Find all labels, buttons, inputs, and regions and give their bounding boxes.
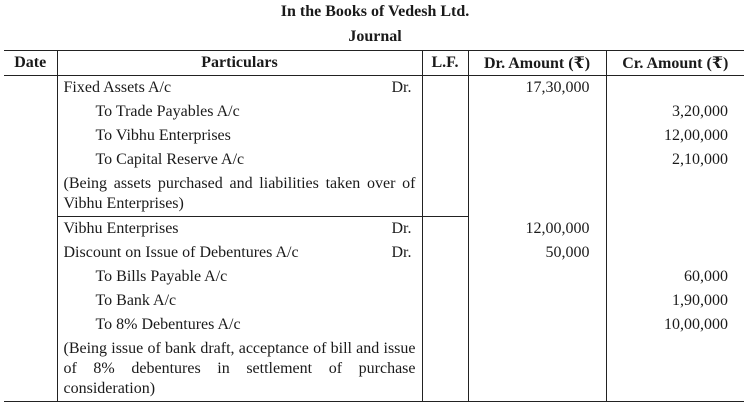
header-date: Date [4, 51, 57, 76]
cr-amount-cell [606, 217, 744, 402]
journal-table [4, 50, 744, 402]
journal-entry-2 [4, 217, 744, 402]
entry-line [64, 148, 416, 172]
narration: (Being assets purchased and liabilities taken over of Vibhu Enterprises) [63, 175, 416, 212]
lf-cell [422, 76, 468, 217]
cr-amount: 2,10,000 [672, 151, 728, 168]
debit-marker: Dr. [391, 244, 412, 261]
account-name: To Trade Payables A/c [95, 103, 240, 120]
header-lf: L.F. [422, 51, 468, 76]
entry-line [64, 76, 416, 100]
cr-amount [607, 217, 729, 241]
account-name: To 8% Debentures A/c [95, 316, 241, 333]
narration: (Being issue of bank draft, acceptance of bill and issue of 8% debentures in settlement of purchase consideration) [63, 340, 416, 397]
entry-line [64, 313, 416, 337]
particulars-cell [57, 217, 422, 402]
entry-line [64, 217, 416, 241]
account-name: To Bills Payable A/c [95, 268, 228, 285]
dr-amount-cell [468, 217, 606, 402]
account-name: To Capital Reserve A/c [95, 151, 245, 168]
cr-amount [607, 241, 729, 265]
header-dr-amount: Dr. Amount (₹) [468, 51, 606, 76]
lf-cell [422, 217, 468, 402]
cr-amount [607, 76, 729, 100]
cr-amount: 10,00,000 [664, 315, 728, 333]
account-name: Vibhu Enterprises [63, 220, 179, 237]
cr-amount: 1,90,000 [672, 291, 728, 309]
dr-amount: 12,00,000 [525, 219, 590, 237]
dr-amount-cell [468, 76, 606, 217]
account-name: Discount on Issue of Debentures A/c [63, 244, 299, 261]
entry-line [64, 100, 416, 124]
date-cell [4, 217, 57, 402]
cr-amount: 60,000 [684, 267, 728, 285]
debit-marker: Dr. [391, 220, 412, 237]
account-name: To Vibhu Enterprises [95, 127, 231, 144]
journal-entry-1 [4, 76, 744, 217]
entry-line [64, 124, 416, 148]
particulars-cell [57, 76, 422, 217]
entry-line [64, 241, 416, 265]
journal-heading: Journal [348, 28, 402, 45]
header-particulars: Particulars [57, 51, 422, 76]
cr-amount: 12,00,000 [664, 127, 728, 144]
header-cr-amount: Cr. Amount (₹) [606, 51, 744, 76]
date-cell [4, 76, 57, 217]
header-row [4, 51, 744, 76]
account-name: To Bank A/c [95, 292, 177, 309]
entry-line [64, 265, 416, 289]
entry-line [64, 289, 416, 313]
dr-amount: 17,30,000 [525, 79, 590, 96]
cr-amount: 3,20,000 [672, 103, 728, 120]
account-name: Fixed Assets A/c [63, 79, 172, 96]
dr-amount: 50,000 [545, 243, 590, 261]
debit-marker: Dr. [391, 79, 412, 96]
document-title: In the Books of Vedesh Ltd. [280, 3, 470, 20]
cr-amount-cell [606, 76, 744, 217]
